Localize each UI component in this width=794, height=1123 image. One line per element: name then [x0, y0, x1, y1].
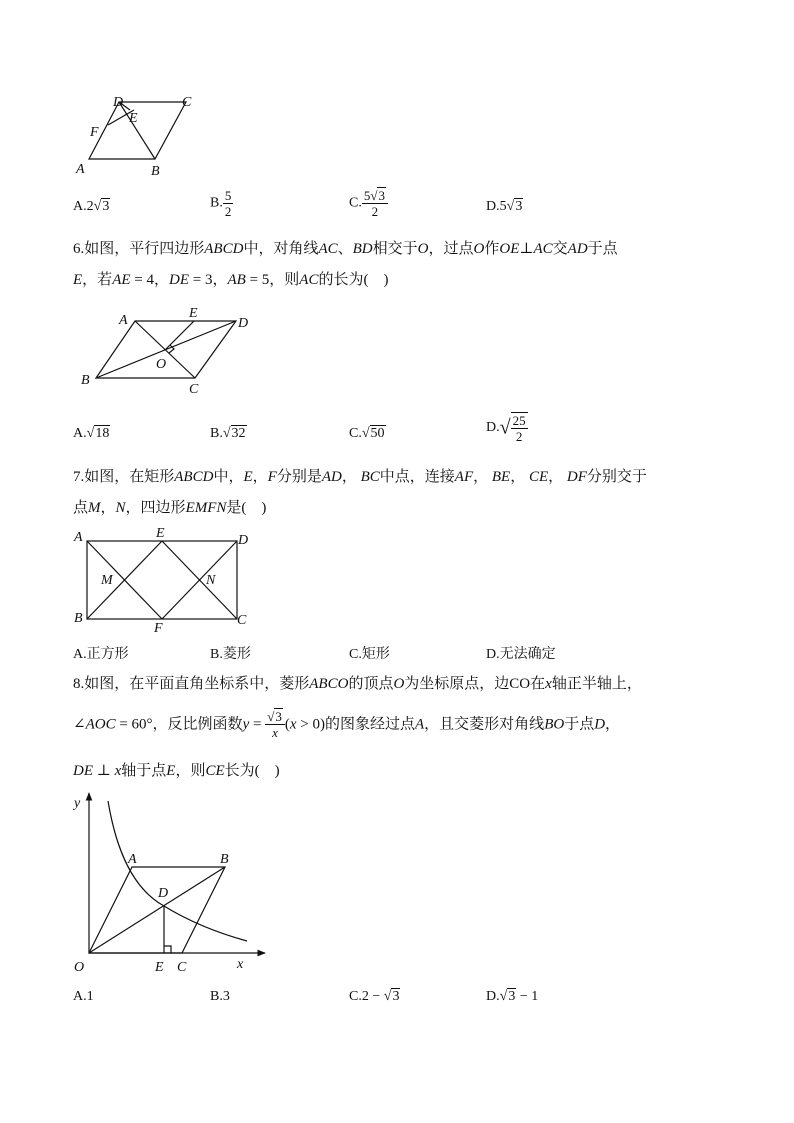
- q8-stem-line1: 8.如图，在平面直角坐标系中，菱形ABCO的顶点O为坐标原点，边CO在x轴正半轴上，: [73, 676, 642, 692]
- q7-option-b[interactable]: B.菱形: [210, 647, 251, 662]
- q8-label-x: x: [237, 957, 244, 972]
- q8-label-E: E: [155, 960, 164, 975]
- q5-label-D: D: [113, 95, 124, 110]
- q8-option-c[interactable]: C.2 − √3: [349, 989, 400, 1004]
- q8-figure: [65, 785, 270, 980]
- q6-label-O: O: [156, 357, 167, 372]
- q8-label-D: D: [158, 886, 169, 901]
- q7-label-D: D: [238, 533, 249, 548]
- q7-figure: [70, 523, 260, 635]
- q7-stem-line2: 点M，N，四边形EMFN是( ): [73, 500, 267, 516]
- q5-label-A: A: [76, 162, 85, 177]
- q6-option-b[interactable]: B.√32: [210, 426, 246, 441]
- q7-option-a[interactable]: A.正方形: [73, 647, 129, 662]
- q6-option-a[interactable]: A.√18: [73, 426, 110, 441]
- q7-label-C: C: [237, 613, 247, 628]
- q7-label-B: B: [74, 611, 83, 626]
- q8-option-a[interactable]: A.1: [73, 989, 94, 1004]
- q8-label-O: O: [74, 960, 85, 975]
- q7-label-A: A: [74, 530, 83, 545]
- q6-label-B: B: [81, 373, 90, 388]
- q6-figure: [75, 302, 260, 402]
- q5-label-B: B: [151, 164, 160, 179]
- q8-option-b[interactable]: B.3: [210, 989, 230, 1004]
- q7-label-E: E: [156, 526, 165, 541]
- q8-label-A: A: [128, 852, 137, 867]
- q8-stem-line2: ∠AOC = 60°，反比例函数y = $\frac{√3}{x}$ (x > 0)的图象经过点A，且交菱形对角线BO于点D，: [73, 709, 621, 740]
- q7-option-c[interactable]: C.矩形: [349, 647, 390, 662]
- q5-option-d[interactable]: D.5√3: [486, 199, 523, 214]
- q7-label-F: F: [154, 621, 163, 635]
- q7-option-d[interactable]: D.无法确定: [486, 647, 556, 662]
- q8-label-y: y: [74, 796, 81, 811]
- q8-stem-line3: DE ⊥ x轴于点E，则CE长为( ): [73, 763, 280, 779]
- q6-label-A: A: [119, 313, 128, 328]
- q8-label-B: B: [220, 852, 229, 867]
- q6-label-C: C: [189, 382, 199, 397]
- q7-label-M: M: [101, 573, 113, 588]
- q6-stem-line2: E，若AE = 4，DE = 3，AB = 5，则AC的长为( ): [73, 272, 389, 288]
- q6-option-d[interactable]: D.√ $\frac{25}{2}$: [486, 413, 526, 444]
- q7-label-N: N: [206, 573, 216, 588]
- q6-option-c[interactable]: C.√50: [349, 426, 385, 441]
- q6-label-D: D: [238, 316, 249, 331]
- q5-label-F: F: [90, 125, 99, 140]
- q6-label-E: E: [189, 306, 198, 321]
- q7-stem-line1: 7.如图，在矩形ABCD中，E，F分别是AD， BC中点，连接AF， BE， CE， DF分别交于: [73, 469, 647, 485]
- q5-option-b[interactable]: B. $\frac{5}{2}$: [210, 188, 232, 219]
- q8-option-d[interactable]: D.√3 − 1: [486, 989, 539, 1004]
- q5-label-C: C: [182, 95, 192, 110]
- q5-option-a[interactable]: A.2√3: [73, 199, 110, 214]
- q5-figure: [70, 92, 200, 182]
- q8-label-C: C: [177, 960, 187, 975]
- q6-stem-line1: 6.如图，平行四边形ABCD中，对角线AC、BD相交于O，过点O作OE⊥AC交AD于点: [73, 241, 618, 257]
- q5-label-E: E: [129, 111, 138, 126]
- q5-option-c[interactable]: C. $\frac{5√3}{2}$: [349, 188, 388, 219]
